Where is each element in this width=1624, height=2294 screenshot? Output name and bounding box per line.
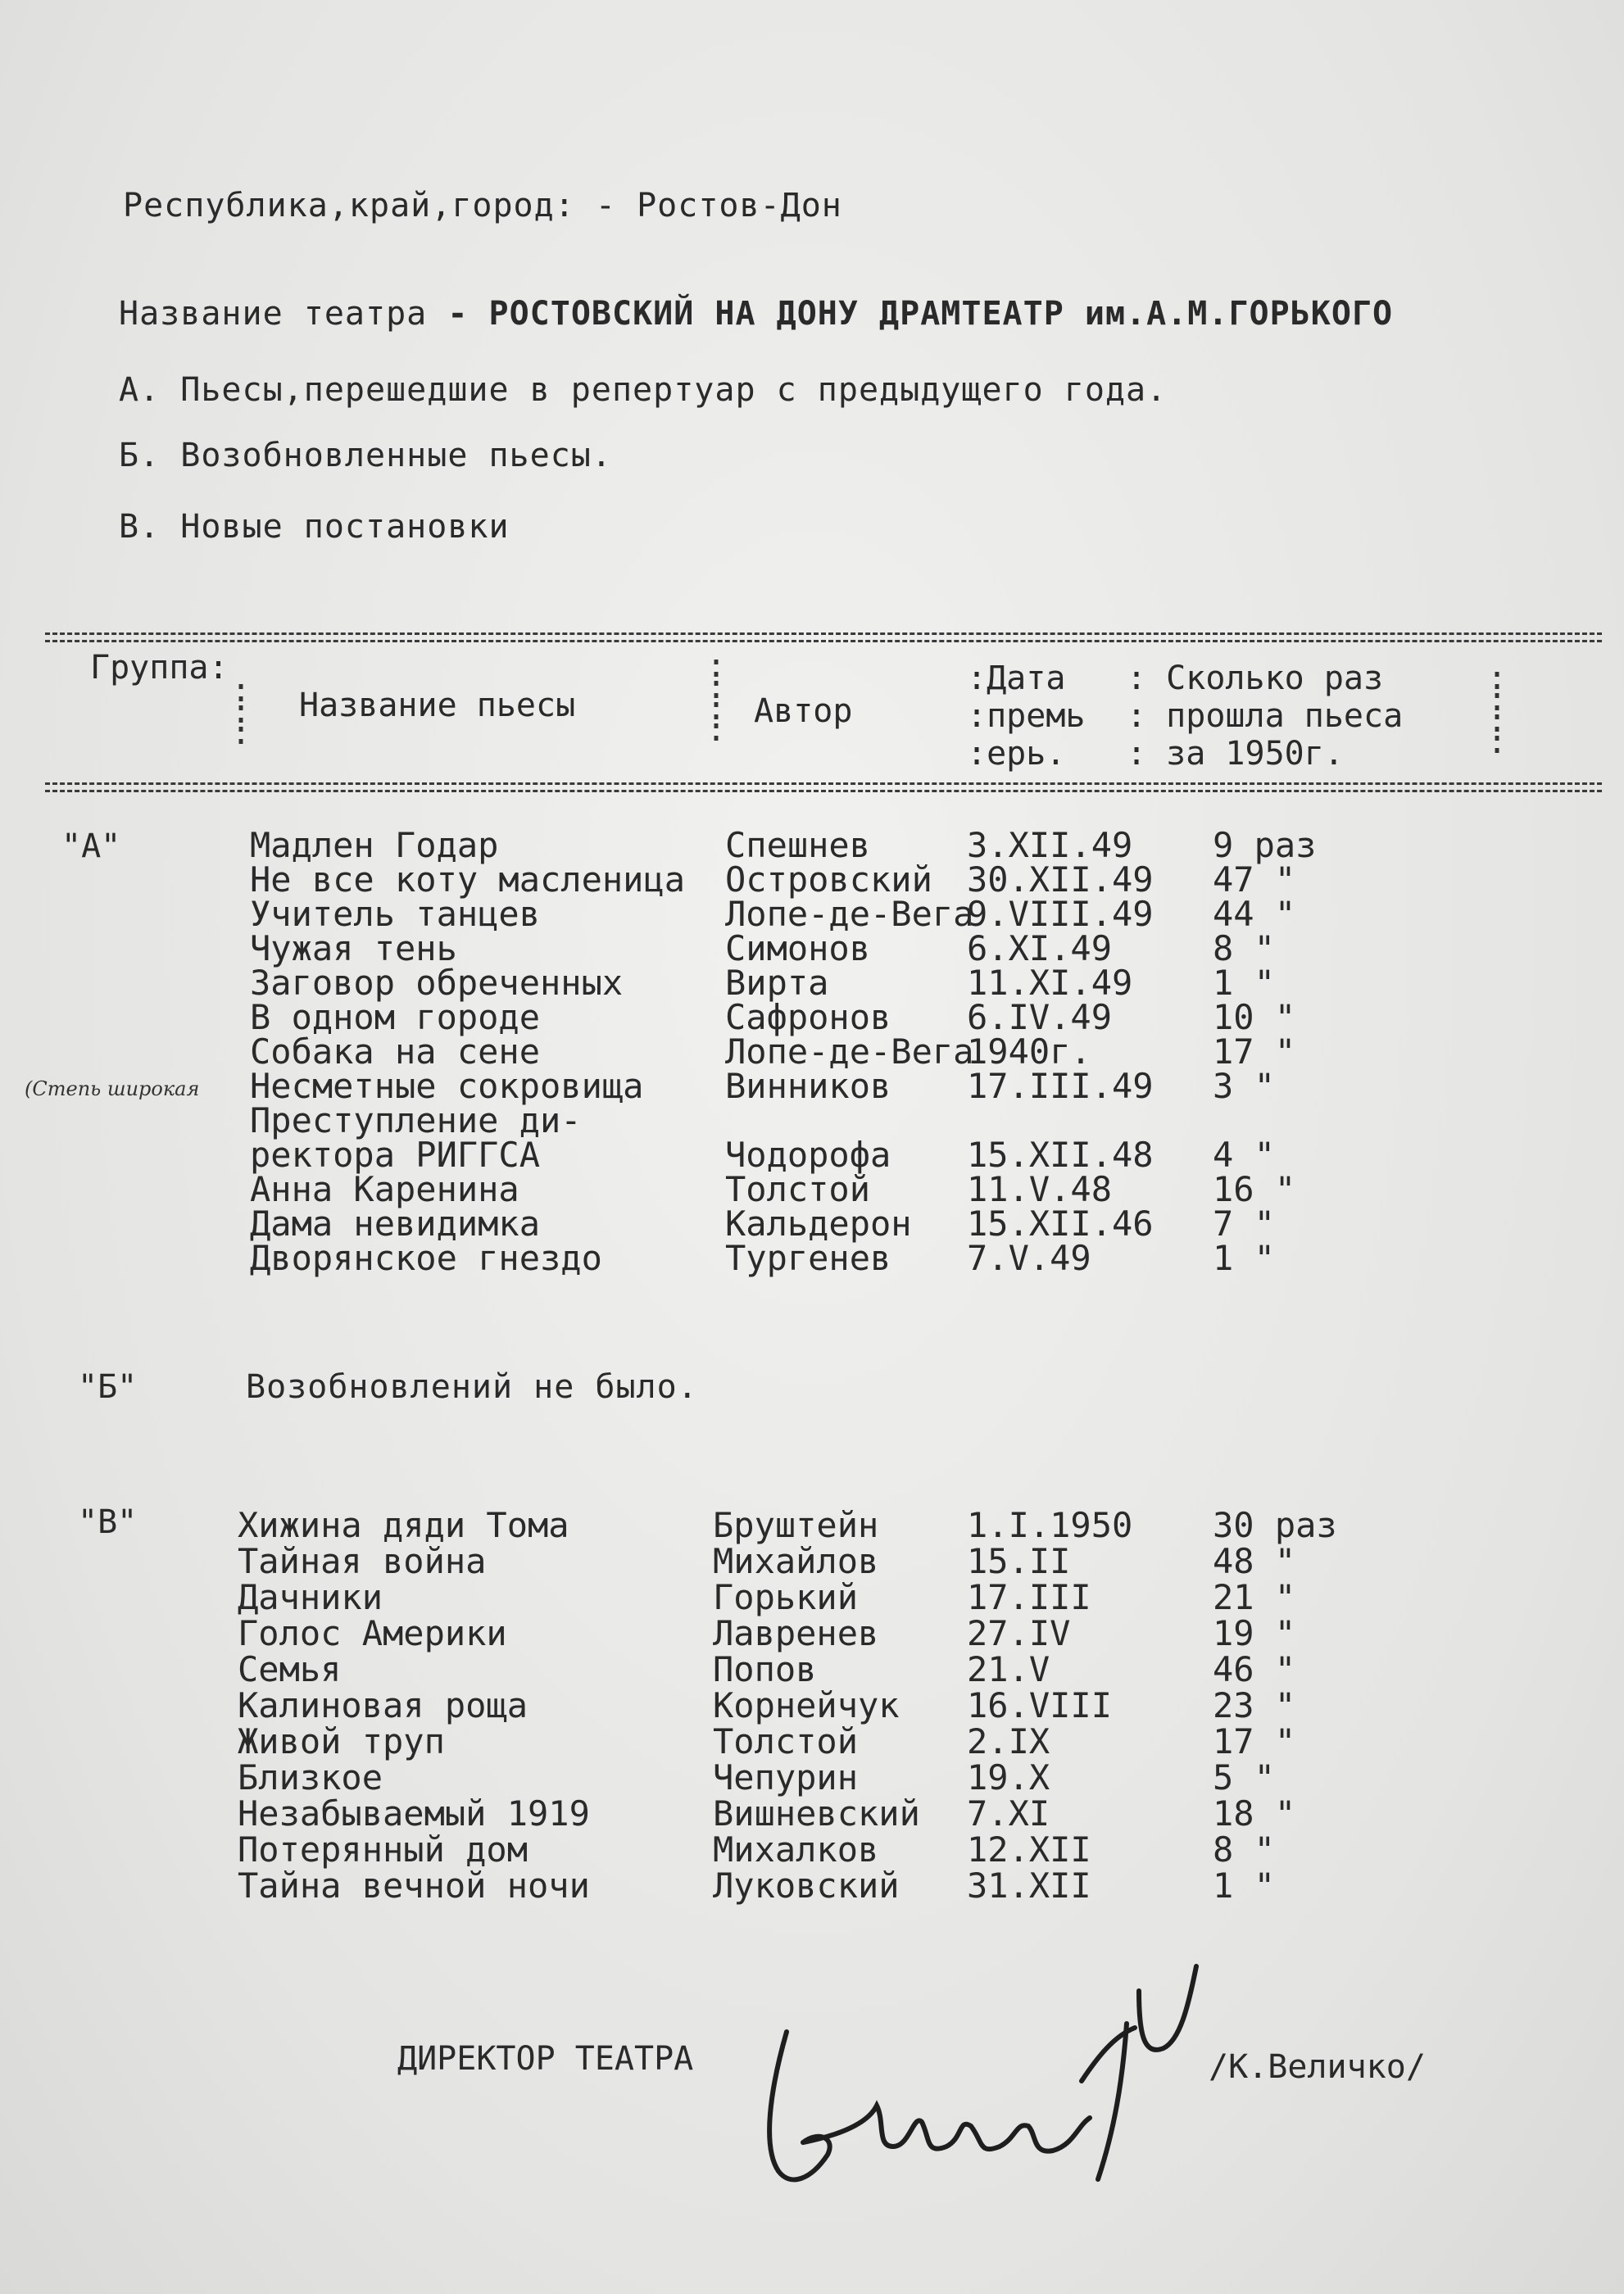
play-author: Горький (713, 1577, 859, 1617)
performance-count: 16 " (1213, 1169, 1296, 1209)
play-author: Михалков (713, 1829, 879, 1870)
performance-count: 48 " (1213, 1541, 1296, 1581)
premiere-date: 16.VIII (967, 1685, 1113, 1725)
performance-count: 17 " (1213, 1031, 1296, 1072)
performance-count: 5 " (1213, 1757, 1275, 1798)
play-title: Заговор обреченных (250, 963, 624, 1003)
premiere-date: 15.XII.46 (967, 1204, 1154, 1244)
play-author: Спешнев (725, 825, 871, 865)
play-author: Бруштейн (713, 1505, 879, 1545)
premiere-date: 1.I.1950 (967, 1505, 1133, 1545)
table-row (0, 997, 1624, 1037)
premiere-date: 11.V.48 (967, 1169, 1113, 1209)
section-b-heading: Б. Возобновленные пьесы. (119, 437, 612, 474)
premiere-date: 11.XI.49 (967, 963, 1133, 1003)
premiere-date: 7.V.49 (967, 1238, 1091, 1278)
performance-count: 23 " (1213, 1685, 1296, 1725)
table-row (0, 896, 1624, 932)
premiere-date: 21.V (967, 1649, 1050, 1689)
performance-count: 9 раз (1213, 825, 1317, 865)
play-title: Учитель танцев (250, 894, 541, 934)
table-row (0, 1100, 1624, 1140)
table-header-rule (45, 782, 1602, 785)
premiere-date: 9.VIII.49 (967, 894, 1154, 934)
play-title: Живой труп (238, 1721, 445, 1761)
group-c-label: "В" (78, 1503, 138, 1541)
table-row (0, 1829, 1624, 1870)
play-author: Толстой (725, 1169, 871, 1209)
play-title: ректора РИГГСА (250, 1135, 541, 1175)
play-author: Винников (725, 1066, 891, 1106)
signature (754, 1958, 1213, 2196)
play-author: Лопе-де-Вега (725, 894, 974, 934)
play-author: Толстой (713, 1721, 859, 1761)
play-author: Попов (713, 1649, 817, 1689)
play-author: Чепурин (713, 1757, 859, 1798)
section-a-heading: А. Пьесы,перешедшие в репертуар с предыдущего года. (119, 371, 1168, 409)
play-author: Сафронов (725, 997, 891, 1037)
table-row (0, 1507, 1624, 1544)
performance-count: 17 " (1213, 1721, 1296, 1761)
table-row (0, 1757, 1624, 1798)
play-title: Потерянный дом (238, 1829, 528, 1870)
play-author: Вирта (725, 963, 829, 1003)
performance-count: 8 " (1213, 928, 1275, 968)
performance-count: 8 " (1213, 1829, 1275, 1870)
play-title: Незабываемый 1919 (238, 1793, 590, 1834)
location-label: Республика,край,город: (123, 187, 575, 224)
performance-count: 7 " (1213, 1204, 1275, 1244)
performance-count: 1 " (1213, 1238, 1275, 1278)
table-row (0, 1031, 1624, 1072)
premiere-date: 12.XII (967, 1829, 1091, 1870)
col-group-header: Группа: (90, 649, 229, 687)
play-author: Луковский (713, 1866, 900, 1906)
performance-count: 18 " (1213, 1793, 1296, 1834)
premiere-date: 17.III (967, 1577, 1091, 1617)
premiere-date: 15.II (967, 1541, 1071, 1581)
table-row (0, 1685, 1624, 1725)
section-c-heading: В. Новые постановки (119, 508, 510, 546)
premiere-date: 6.XI.49 (967, 928, 1113, 968)
group-a-label: "А" (61, 827, 121, 865)
play-title: Хижина дяди Тома (238, 1505, 569, 1545)
performance-count: 4 " (1213, 1135, 1275, 1175)
play-title: Дама невидимка (250, 1204, 541, 1244)
performance-count: 3 " (1213, 1066, 1275, 1106)
table-row (0, 1868, 1624, 1904)
theatre-value: - РОСТОВСКИЙ НА ДОНУ ДРАМТЕАТР им.А.М.ГОРЬКОГО (447, 295, 1394, 333)
performance-count: 46 " (1213, 1649, 1296, 1689)
col-divider: : : : : (706, 647, 727, 749)
play-title: Чужая тень (250, 928, 457, 968)
premiere-date: 2.IX (967, 1721, 1050, 1761)
table-row (0, 928, 1624, 968)
table-row (0, 1137, 1624, 1173)
premiere-date: 27.IV (967, 1613, 1071, 1653)
group-b-text: Возобновлений не было. (246, 1368, 698, 1406)
performance-count: 21 " (1213, 1577, 1296, 1617)
play-title: Дворянское гнездо (250, 1238, 602, 1278)
premiere-date: 15.XII.48 (967, 1135, 1154, 1175)
table-row (0, 1541, 1624, 1581)
table-row (0, 1240, 1624, 1276)
premiere-date: 19.X (967, 1757, 1050, 1798)
table-row (0, 827, 1624, 864)
play-author: Чодорофа (725, 1135, 891, 1175)
play-title: Не все коту масленица (250, 859, 686, 900)
table-row (0, 859, 1624, 900)
table-row (0, 1793, 1624, 1834)
premiere-date: 30.XII.49 (967, 859, 1154, 900)
col-author-header: Автор (754, 692, 853, 730)
premiere-date: 3.XII.49 (967, 825, 1133, 865)
play-title: Тайная война (238, 1541, 487, 1581)
director-name: /К.Величко/ (1209, 2048, 1426, 2086)
play-title: Тайна вечной ночи (238, 1866, 590, 1906)
play-author: Островский (725, 859, 932, 900)
play-title: Дачники (238, 1577, 383, 1617)
performance-count: 30 раз (1213, 1505, 1337, 1545)
table-row (0, 1068, 1624, 1104)
play-title: Мадлен Годар (250, 825, 499, 865)
play-title: Анна Каренина (250, 1169, 519, 1209)
col-date-header: :Дата :премь :ерь. (967, 660, 1086, 773)
table-row (0, 1577, 1624, 1617)
play-title: Семья (238, 1649, 342, 1689)
premiere-date: 6.IV.49 (967, 997, 1113, 1037)
performance-count: 10 " (1213, 997, 1296, 1037)
table-row (0, 1649, 1624, 1689)
theatre-line (119, 295, 1393, 333)
location-line (123, 187, 842, 224)
col-divider: : : : (231, 672, 252, 752)
premiere-date: 17.III.49 (967, 1066, 1154, 1106)
play-author: Михайлов (713, 1541, 879, 1581)
premiere-date: 7.XI (967, 1793, 1050, 1834)
col-divider: : : : : (1487, 660, 1508, 761)
table-row (0, 1613, 1624, 1653)
play-title: В одном городе (250, 997, 541, 1037)
director-label: ДИРЕКТОР ТЕАТРА (397, 2040, 694, 2078)
theatre-label: Название театра (119, 295, 428, 333)
performance-count: 1 " (1213, 963, 1275, 1003)
premiere-date: 31.XII (967, 1866, 1091, 1906)
group-b-label: "Б" (78, 1368, 138, 1406)
performance-count: 44 " (1213, 894, 1296, 934)
play-title: Собака на сене (250, 1031, 541, 1072)
col-count-header: : Сколько раз : прошла пьеса : за 1950г. (1127, 660, 1404, 773)
play-title: Преступление ди- (250, 1100, 582, 1140)
performance-count: 19 " (1213, 1613, 1296, 1653)
performance-count: 47 " (1213, 859, 1296, 900)
table-row (0, 1169, 1624, 1209)
play-author: Вишневский (713, 1793, 920, 1834)
margin-note: (Степь широкая (25, 1077, 200, 1100)
table-row (0, 1206, 1624, 1242)
play-title: Несметные сокровища (250, 1066, 644, 1106)
table-row (0, 1721, 1624, 1761)
play-author: Тургенев (725, 1238, 891, 1278)
play-author: Корнейчук (713, 1685, 900, 1725)
table-row (0, 965, 1624, 1001)
performance-count: 1 " (1213, 1866, 1275, 1906)
premiere-date: 1940г. (967, 1031, 1091, 1072)
play-author: Лавренев (713, 1613, 879, 1653)
play-title: Калиновая роща (238, 1685, 528, 1725)
play-author: Симонов (725, 928, 871, 968)
play-title: Голос Америки (238, 1613, 507, 1653)
col-title-header: Название пьесы (299, 687, 576, 724)
play-title: Близкое (238, 1757, 383, 1798)
location-value: - Ростов-Дон (595, 187, 842, 224)
play-author: Лопе-де-Вега (725, 1031, 974, 1072)
play-author: Кальдерон (725, 1204, 912, 1244)
table-top-rule (45, 632, 1602, 635)
